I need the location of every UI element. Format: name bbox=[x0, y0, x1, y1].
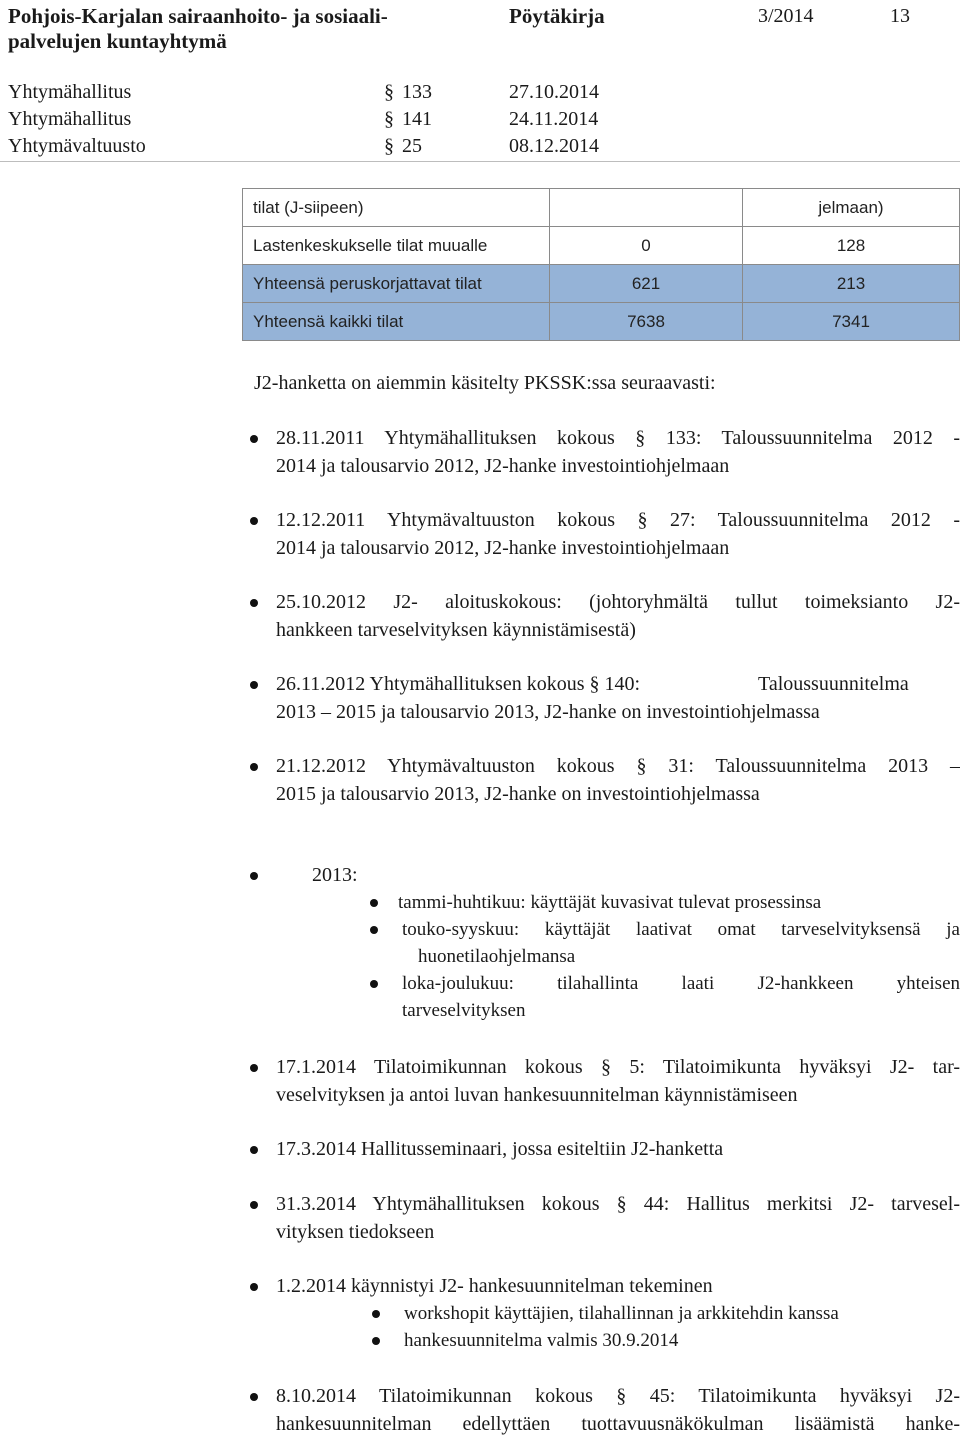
table-cell-value: 0 bbox=[550, 227, 743, 265]
section-symbol: § bbox=[601, 1056, 612, 1078]
reference-body: Yhtymähallitus bbox=[8, 81, 132, 103]
bullet-icon bbox=[250, 1146, 258, 1154]
bullet-icon bbox=[370, 899, 378, 907]
item-text: 12.12.2011 Yhtymävaltuuston kokous bbox=[276, 509, 615, 531]
table-cell-label: Yhteensä peruskorjattavat tilat bbox=[243, 265, 550, 303]
item-text: 8.10.2014 Tilatoimikunnan kokous bbox=[276, 1385, 593, 1407]
reference-date: 08.12.2014 bbox=[509, 135, 599, 157]
space-table bbox=[242, 188, 960, 341]
item-text: 44: Hallitus merkitsi J2- tarvesel- bbox=[643, 1193, 960, 1215]
reference-date: 27.10.2014 bbox=[509, 81, 599, 103]
item-text: 2015 ja talousarvio 2013, J2-hanke on investointiohjelmassa bbox=[276, 783, 760, 805]
list-item bbox=[250, 588, 960, 644]
reference-body: Yhtymävaltuusto bbox=[8, 135, 146, 157]
section-symbol: § bbox=[589, 673, 600, 695]
header-divider bbox=[0, 161, 960, 162]
bullet-icon bbox=[250, 1201, 258, 1209]
section-symbol: § bbox=[384, 135, 394, 157]
table-cell-label: Yhteensä kaikki tilat bbox=[243, 303, 550, 341]
section-symbol: § bbox=[384, 108, 394, 130]
document-type: Pöytäkirja bbox=[509, 4, 605, 28]
issue-number: 3/2014 bbox=[758, 5, 814, 27]
item-text: 28.11.2011 Yhtymähallituksen kokous bbox=[276, 427, 615, 449]
intro-paragraph: J2-hanketta on aiemmin käsitelty PKSSK:ssa seuraavasti: bbox=[254, 372, 716, 394]
reference-number: 25 bbox=[402, 135, 422, 157]
section-symbol: § bbox=[637, 509, 648, 531]
year-label: 2013: bbox=[312, 864, 358, 886]
item-text: 5: Tilatoimikunta hyväksyi J2- tar- bbox=[629, 1056, 960, 1078]
item-text: 45: Tilatoimikunta hyväksyi J2- bbox=[649, 1385, 960, 1407]
bullet-icon bbox=[250, 517, 258, 525]
bullet-icon bbox=[250, 1393, 258, 1401]
table-row bbox=[243, 227, 960, 265]
sub-item bbox=[370, 970, 960, 1024]
table-cell-value: 7341 bbox=[743, 303, 960, 341]
sub-item-text: huonetilaohjelmansa bbox=[418, 946, 576, 967]
item-text: hankesuunnitelman edellyttäen tuottavuusnäkökulman lisäämistä hanke- bbox=[276, 1413, 960, 1435]
reference-body: Yhtymähallitus bbox=[8, 108, 132, 130]
item-text: 31.3.2014 Yhtymähallituksen kokous bbox=[276, 1193, 600, 1215]
bullet-icon bbox=[250, 763, 258, 771]
bullet-icon bbox=[372, 1337, 380, 1345]
item-text: 27: Taloussuunnitelma 2012 - bbox=[669, 509, 960, 531]
list-item bbox=[250, 1382, 960, 1438]
table-cell-value: 7638 bbox=[550, 303, 743, 341]
item-text: 25.10.2012 J2- aloituskokous: (johtoryhmältä tullut toimeksianto J2- bbox=[276, 591, 960, 613]
list-item bbox=[250, 670, 960, 726]
section-symbol: § bbox=[616, 1193, 627, 1215]
bullet-icon bbox=[250, 872, 258, 880]
section-symbol: § bbox=[384, 81, 394, 103]
list-item bbox=[250, 1190, 960, 1246]
item-text: Taloussuunnitelma bbox=[758, 673, 909, 695]
sub-item bbox=[370, 889, 960, 916]
table-row bbox=[243, 303, 960, 341]
bullet-icon bbox=[250, 1283, 258, 1291]
bullet-icon bbox=[370, 980, 378, 988]
bullet-icon bbox=[250, 1064, 258, 1072]
reference-date: 24.11.2014 bbox=[509, 108, 599, 130]
item-text: 140: bbox=[604, 673, 641, 695]
item-text: 21.12.2012 Yhtymävaltuuston kokous bbox=[276, 755, 615, 777]
item-text: 26.11.2012 Yhtymähallituksen kokous bbox=[276, 673, 585, 695]
list-item bbox=[250, 506, 960, 562]
table-cell-label: tilat (J-siipeen) bbox=[243, 189, 550, 227]
item-text: vityksen tiedokseen bbox=[276, 1221, 435, 1243]
list-item-2013 bbox=[250, 861, 960, 889]
section-symbol: § bbox=[635, 427, 646, 449]
sub-item bbox=[372, 1300, 960, 1327]
bullet-icon bbox=[250, 435, 258, 443]
list-item bbox=[250, 1053, 960, 1109]
bullet-icon bbox=[370, 926, 378, 934]
table-cell-value: 128 bbox=[743, 227, 960, 265]
sub-item-text: tarveselvityksen bbox=[402, 1000, 526, 1021]
item-text: 17.1.2014 Tilatoimikunnan kokous bbox=[276, 1056, 583, 1078]
item-text: 2013 – 2015 ja talousarvio 2013, J2-hanke on investointiohjelmassa bbox=[276, 701, 820, 723]
item-text: hankkeen tarveselvityksen käynnistämisestä) bbox=[276, 619, 636, 641]
table-cell-value: jelmaan) bbox=[743, 189, 960, 227]
page-number: 13 bbox=[890, 5, 910, 27]
table-row bbox=[243, 265, 960, 303]
list-item bbox=[250, 1272, 960, 1300]
item-text: 31: Taloussuunnitelma 2013 – bbox=[668, 755, 960, 777]
table-cell-value: 621 bbox=[550, 265, 743, 303]
list-item bbox=[250, 424, 960, 480]
reference-number: 133 bbox=[402, 81, 432, 103]
sub-item bbox=[370, 916, 960, 970]
item-text: 1.2.2014 käynnistyi J2- hankesuunnitelman tekeminen bbox=[276, 1275, 713, 1297]
item-text: 17.3.2014 Hallitusseminaari, jossa esiteltiin J2-hanketta bbox=[276, 1138, 724, 1160]
sub-item-text: touko-syyskuu: käyttäjät laativat omat tarveselvityksensä ja bbox=[402, 919, 960, 940]
sub-item bbox=[372, 1327, 960, 1354]
bullet-icon bbox=[250, 599, 258, 607]
section-symbol: § bbox=[636, 755, 647, 777]
bullet-icon bbox=[250, 681, 258, 689]
table-cell-value bbox=[550, 189, 743, 227]
bullet-icon bbox=[372, 1310, 380, 1318]
table-cell-label: Lastenkeskukselle tilat muualle bbox=[243, 227, 550, 265]
item-text: 133: Taloussuunnitelma 2012 - bbox=[665, 427, 960, 449]
sub-item-text: tammi-huhtikuu: käyttäjät kuvasivat tulevat prosessinsa bbox=[398, 892, 822, 913]
table-cell-value: 213 bbox=[743, 265, 960, 303]
organization-name: Pohjois-Karjalan sairaanhoito- ja sosiaali- palvelujen kuntayhtymä bbox=[8, 4, 388, 53]
list-item bbox=[250, 1135, 960, 1163]
item-text: 2014 ja talousarvio 2012, J2-hanke investointiohjelmaan bbox=[276, 537, 730, 559]
sub-item-text: hankesuunnitelma valmis 30.9.2014 bbox=[404, 1330, 679, 1351]
item-text: veselvityksen ja antoi luvan hankesuunnitelman käynnistämiseen bbox=[276, 1084, 798, 1106]
reference-number: 141 bbox=[402, 108, 432, 130]
sub-item-text: workshopit käyttäjien, tilahallinnan ja arkkitehdin kanssa bbox=[404, 1303, 839, 1324]
item-text: 2014 ja talousarvio 2012, J2-hanke investointiohjelmaan bbox=[276, 455, 730, 477]
table-row bbox=[243, 189, 960, 227]
list-item bbox=[250, 752, 960, 808]
sub-item-text: loka-joulukuu: tilahallinta laati J2-hankkeen yhteisen bbox=[402, 973, 960, 994]
section-symbol: § bbox=[616, 1385, 627, 1407]
